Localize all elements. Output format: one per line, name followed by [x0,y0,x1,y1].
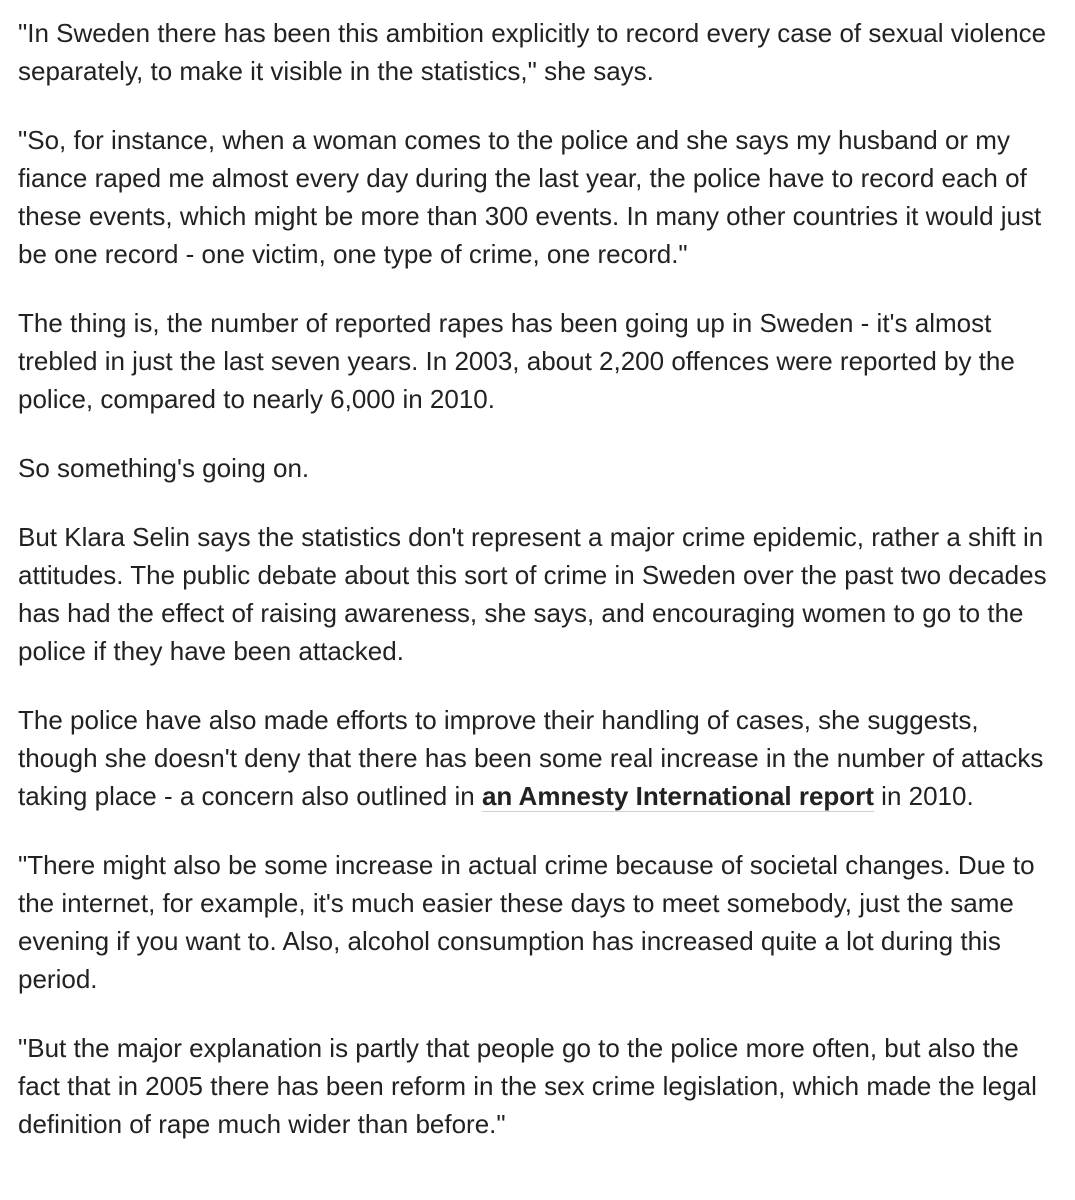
paragraph-1: "In Sweden there has been this ambition explicitly to record every case of sexual violence separately, to make it visible in the statistics," she says. [18,18,1047,86]
paragraph-7: "There might also be some increase in actual crime because of societal changes. Due to the internet, for example, it's much easier these days to meet somebody, just the same evening if you want to. Also, alcohol consumption has increased quite a lot during this period. [18,850,1035,994]
paragraph-4: So something's going on. [18,453,310,483]
article-body [18,14,1058,1143]
paragraph-3: The thing is, the number of reported rapes has been going up in Sweden - it's almost trebled in just the last seven years. In 2003, about 2,200 offences were reported by the police, compared to nearly 6,000 in 2010. [18,308,1015,414]
paragraph-2: "So, for instance, when a woman comes to the police and she says my husband or my fiance raped me almost every day during the last year, the police have to record each of these events, which might be more than 300 events. In many other countries it would just be one record - one victim, one type of crime, one record." [18,125,1042,269]
paragraph-8: "But the major explanation is partly that people go to the police more often, but also the fact that in 2005 there has been reform in the sex crime legislation, which made the legal definition of rape much wider than before." [18,1033,1037,1139]
paragraph-6-text-before: The police have also made efforts to improve their handling of cases, she suggests, though she doesn't deny that there has been some real increase in the number of attacks taking place - a concern also outlined in [18,705,1044,811]
paragraph-6 [18,701,1058,815]
amnesty-report-link[interactable]: an Amnesty International report [481,781,874,811]
paragraph-5: But Klara Selin says the statistics don't represent a major crime epidemic, rather a shift in attitudes. The public debate about this sort of crime in Sweden over the past two decades has had the effect of raising awareness, she says, and encouraging women to go to the police if they have been attacked. [18,522,1047,666]
paragraph-6-text-after: in 2010. [873,781,974,811]
